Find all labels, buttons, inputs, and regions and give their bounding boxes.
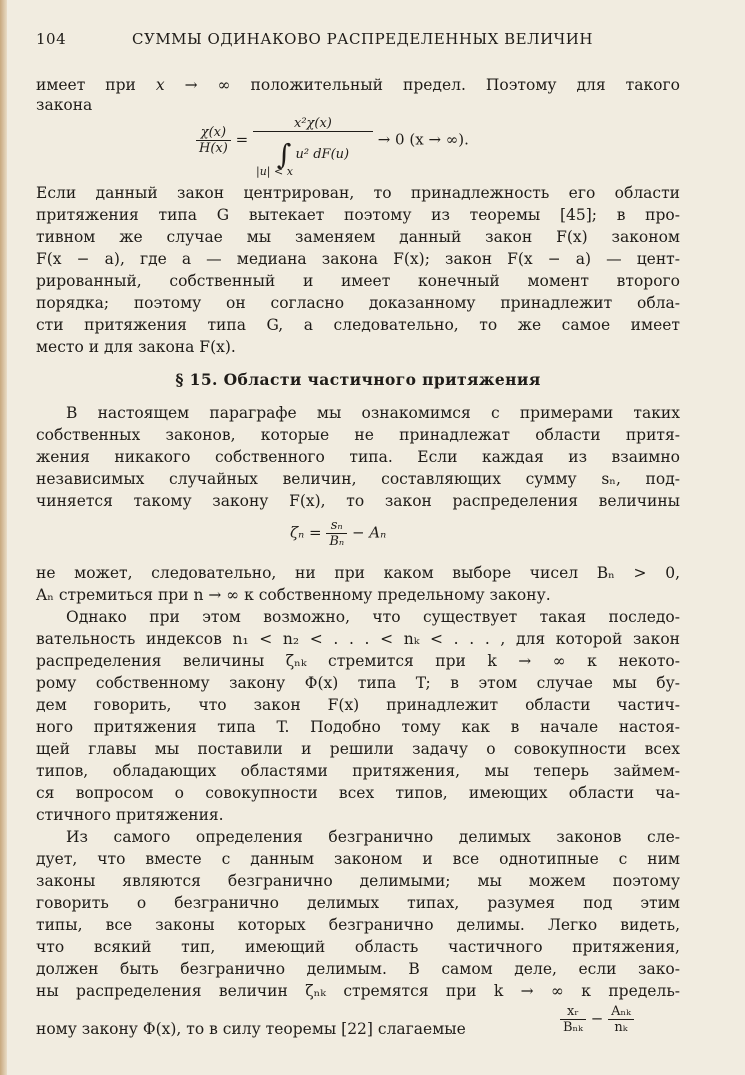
text-line: рированный, собственный и имеет конечный момент второго <box>36 272 680 290</box>
text-line: независимых случайных величин, составляющих сумму sₙ, под- <box>36 470 680 488</box>
text-span: положительный предел. Поэтому для такого <box>250 76 680 94</box>
text-line: что всякий тип, имеющий область частичного притяжения, <box>36 938 680 956</box>
minus-sign: − <box>590 1009 604 1028</box>
fraction-denominator: Bₙₖ <box>563 1020 583 1035</box>
text-line: законы являются безгранично делимыми; мы можем поэтому <box>36 872 680 890</box>
integral-limit: |u| < x <box>256 165 293 178</box>
fraction-a-over-n <box>608 1004 634 1035</box>
formula-zeta <box>290 518 386 549</box>
text-line: притяжения типа G вытекает поэтому из теоремы [45]; в про- <box>36 206 680 224</box>
text-span: имеет при <box>36 76 136 94</box>
text-line: В настоящем параграфе мы ознакомимся с примерами таких <box>66 404 680 422</box>
text-line: не может, следовательно, ни при каком выборе чисел Bₙ > 0, <box>36 564 680 582</box>
running-title: СУММЫ ОДИНАКОВО РАСПРЕДЕЛЕННЫХ ВЕЛИЧИН <box>132 30 593 48</box>
integrand: u² dF(u) <box>295 147 350 162</box>
fraction-numerator: x²χ(x) <box>253 116 373 132</box>
fraction-chi-over-h <box>196 125 231 156</box>
text-line: ны распределения величин ζₙₖ стремятся при k → ∞ к предель- <box>36 982 680 1000</box>
fraction-s-over-b <box>326 518 347 549</box>
fraction-integral <box>253 116 373 171</box>
text-line: сти притяжения типа G, а следовательно, то же самое имеет <box>36 316 680 334</box>
text-line: закона <box>36 96 93 114</box>
text-line: тивном же случае мы заменяем данный закон F(x) законом <box>36 228 680 246</box>
text-line: порядка; поэтому он согласно доказанному принадлежит обла- <box>36 294 680 312</box>
math-inline: x → ∞ <box>155 76 231 94</box>
formula-tail: − Aₙ <box>351 523 387 542</box>
fraction-denominator: nₖ <box>614 1020 628 1035</box>
text-line: место и для закона F(x). <box>36 338 236 356</box>
text-line: щей главы мы поставили и решили задачу о совокупности всех <box>36 740 680 758</box>
fraction-x-over-b <box>560 1004 586 1035</box>
text-line: говорить о безгранично делимых типах, разумея под этим <box>36 894 680 912</box>
text-line: собственных законов, которые не принадлежат области притя- <box>36 426 680 444</box>
text-line: рому собственному закону Φ(x) типа T; в этом случае мы бу- <box>36 674 680 692</box>
text-line: Если данный закон центрирован, то принадлежность его области <box>36 184 680 202</box>
page-number: 104 <box>36 30 67 48</box>
text-line: Из самого определения безгранично делимых законов сле- <box>66 828 680 846</box>
text-line: F(x − a), где a — медиана закона F(x); закон F(x − a) — цент- <box>36 250 680 268</box>
formula-summands <box>560 1004 634 1035</box>
text-line: типов, обладающих областями притяжения, мы теперь займем- <box>36 762 680 780</box>
text-line: Однако при этом возможно, что существует такая последо- <box>66 608 680 626</box>
text-line: дем говорить, что закон F(x) принадлежит области частич- <box>36 696 680 714</box>
text-line: ного притяжения типа T. Подобно тому как в начале настоя- <box>36 718 680 736</box>
page-edge-shadow <box>0 0 7 1075</box>
text-line: стичного притяжения. <box>36 806 224 824</box>
formula-tail: → 0 (x → ∞). <box>377 130 469 149</box>
fraction-numerator: sₙ <box>326 518 347 534</box>
fraction-numerator: xᵣ <box>560 1004 586 1020</box>
text-line: ному закону Φ(x), то в силу теоремы [22] слагаемые <box>36 1020 466 1038</box>
text-line: чиняется такому закону F(x), то закон распределения величины <box>36 492 680 510</box>
text-line: ся вопросом о совокупности всех типов, имеющих области ча- <box>36 784 680 802</box>
text-line: вательность индексов n₁ < n₂ < . . . < nₖ < . . . , для которой закон <box>36 630 680 648</box>
text-line: типы, все законы которых безгранично делимы. Легко видеть, <box>36 916 680 934</box>
text-line <box>36 76 680 94</box>
fraction-numerator: χ(x) <box>196 125 231 141</box>
integral-sign: ∫ <box>276 138 292 171</box>
text-line: распределения величины ζₙₖ стремится при k → ∞ к некото- <box>36 652 680 670</box>
section-heading: § 15. Области частичного притяжения <box>175 370 541 389</box>
text-line: Aₙ стремиться при n → ∞ к собственному предельному закону. <box>36 586 551 604</box>
fraction-numerator: Aₙₖ <box>608 1004 634 1020</box>
text-line: жения никакого собственного типа. Если каждая из взаимно <box>36 448 680 466</box>
fraction-denominator: H(x) <box>199 141 228 156</box>
fraction-denominator <box>253 132 373 171</box>
text-line: должен быть безгранично делимым. В самом деле, если зако- <box>36 960 680 978</box>
formula-lhs: ζₙ = <box>290 523 322 542</box>
fraction-denominator: Bₙ <box>329 534 345 549</box>
text-line: дует, что вместе с данным законом и все однотипные с ним <box>36 850 680 868</box>
formula-limit: $\frac{\chi(x)}{H(x)}$ = $\frac{\text{x²χ(x)}}{\text{∫ u² dF(u)}}$ → 0 (x → ∞). <box>196 116 469 165</box>
